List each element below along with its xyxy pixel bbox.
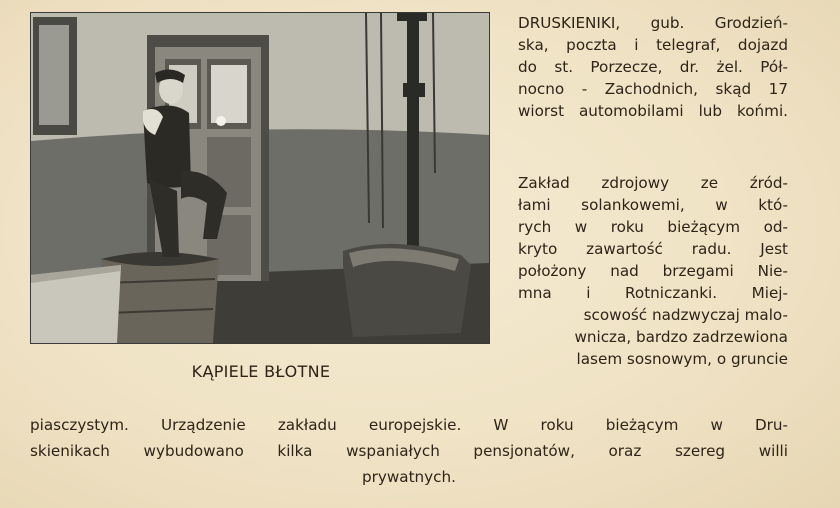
closing-line: piasczystym. Urządzenie zakładu europejskie. W roku bieżącym w Dru-	[30, 416, 788, 434]
body-line: scowość nadzwyczaj malo-	[583, 306, 788, 324]
body-line: kryto zawartość radu. Jest	[518, 240, 788, 258]
body-line: wnicza, bardzo zadrzewiona	[574, 328, 788, 346]
closing-paragraph	[30, 412, 788, 490]
intro-line: do st. Porzecze, dr. żel. Pół-	[518, 58, 788, 76]
intro-line: nocno - Zachodnich, skąd 17	[518, 80, 788, 98]
body-line: rych w roku bieżącym od-	[518, 218, 788, 236]
body-paragraph	[518, 172, 788, 370]
intro-line: DRUSKIENIKI, gub. Grodzień-	[518, 14, 788, 32]
photo-caption: KĄPIELE BŁOTNE	[191, 362, 331, 381]
body-line: łami solankowemi, w któ-	[518, 196, 788, 214]
intro-line: wiorst automobilami lub końmi.	[518, 102, 788, 120]
bath-photo	[30, 12, 490, 344]
mud-bath-room-illustration	[31, 13, 489, 343]
body-line: mna i Rotniczanki. Miej-	[518, 284, 788, 302]
intro-paragraph	[518, 12, 788, 122]
closing-line: skienikach wybudowano kilka wspaniałych pensjonatów, oraz szereg willi	[30, 442, 788, 460]
body-line: Zakład zdrojowy ze źród-	[518, 174, 788, 192]
body-line: położony nad brzegami Nie-	[518, 262, 788, 280]
intro-line: ska, poczta i telegraf, dojazd	[518, 36, 788, 54]
body-line: lasem sosnowym, o gruncie	[576, 350, 788, 368]
closing-line: prywatnych.	[362, 468, 456, 486]
